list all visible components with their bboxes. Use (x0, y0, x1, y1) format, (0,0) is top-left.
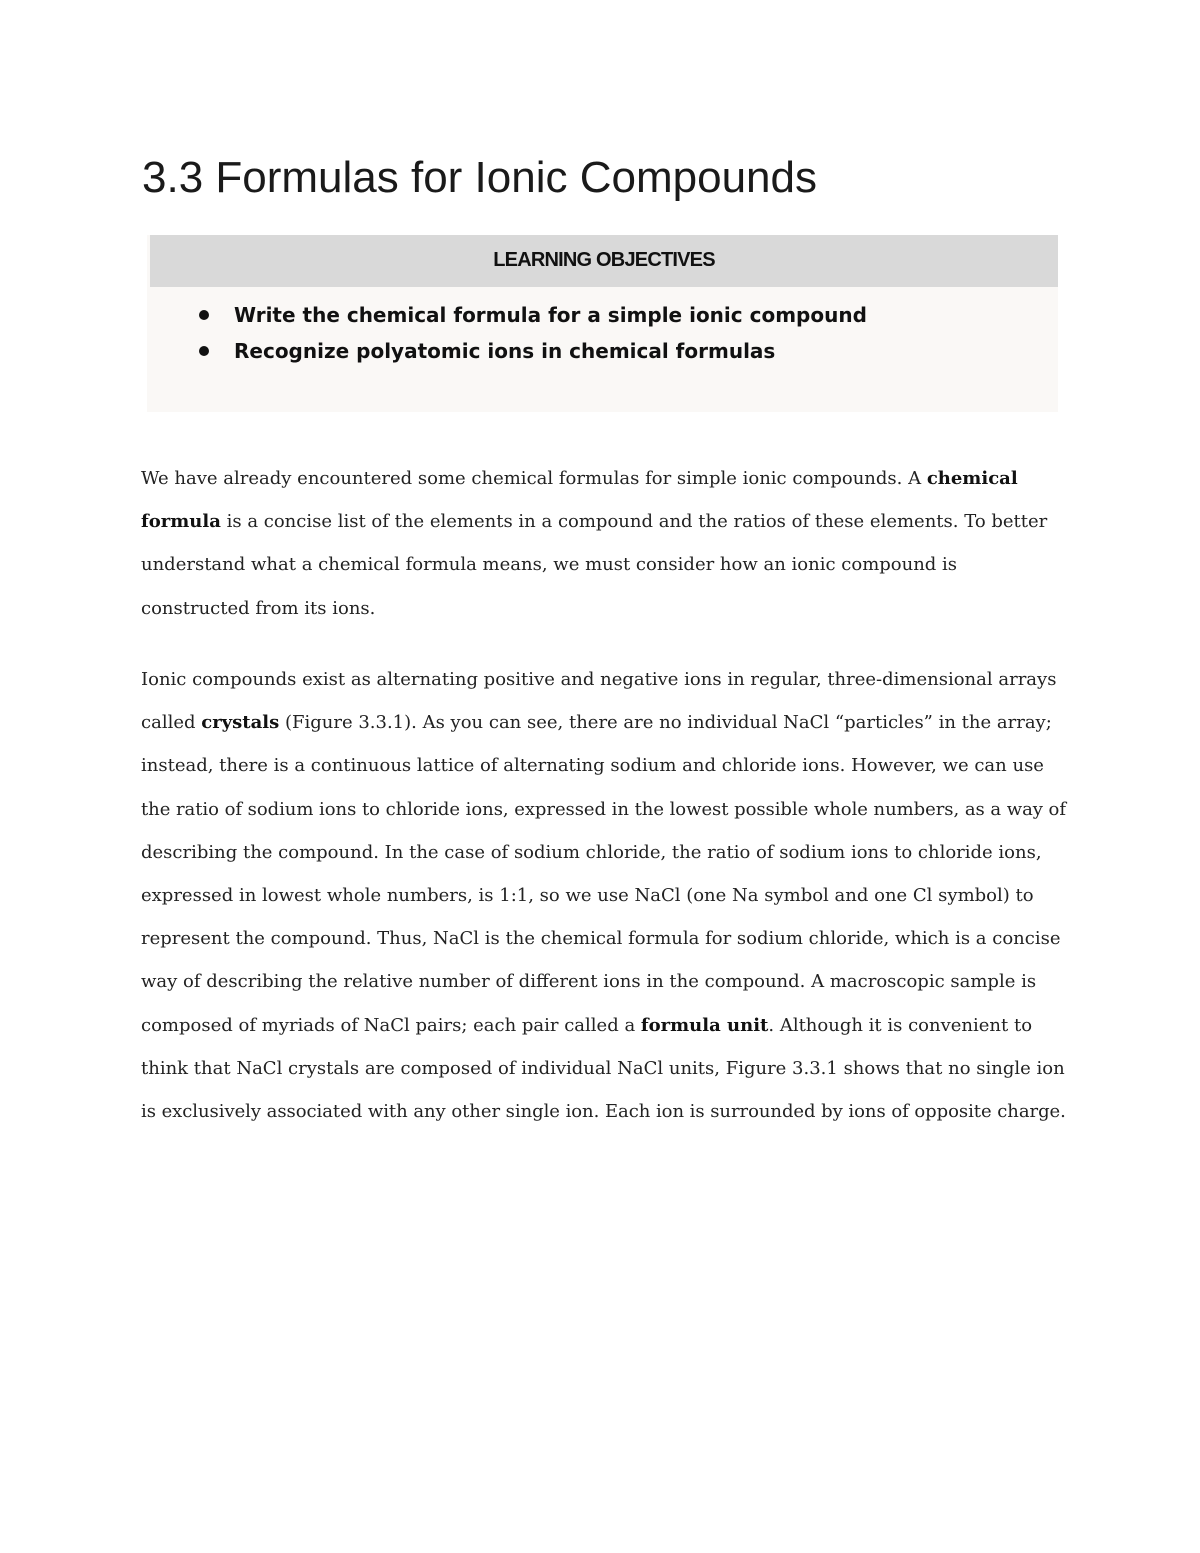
text-line (141, 701, 1066, 744)
bullet-icon (199, 310, 209, 320)
learning-objectives-header: LEARNING OBJECTIVES (150, 235, 1058, 287)
text-line (141, 1004, 1066, 1047)
text-line: understand what a chemical formula means, we must consider how an ionic compound is (141, 554, 958, 576)
objective-text: Recognize polyatomic ions in chemical formulas (234, 339, 776, 363)
text-line: Ionic compounds exist as alternating positive and negative ions in regular, three-dimensional arrays (141, 669, 1057, 690)
term-formula-unit: formula unit (640, 1014, 769, 1036)
text-line: instead, there is a continuous lattice of alternating sodium and chloride ions. However, we can use (141, 755, 1044, 777)
text-line (141, 457, 1066, 500)
term-crystals: crystals (201, 712, 280, 734)
learning-objectives-list (147, 297, 867, 369)
text-run: called (141, 712, 202, 734)
bullet-icon (199, 346, 209, 356)
page-title: 3.3 Formulas for Ionic Compounds (142, 153, 817, 202)
text-run: is a concise list of the elements in a compound and the ratios of these elements. To better (220, 511, 1048, 533)
text-line: constructed from its ions. (141, 597, 376, 619)
objective-item (147, 333, 867, 369)
paragraph-chemical-formula (141, 457, 1066, 630)
term-chemical-formula: chemical (926, 468, 1018, 489)
text-line: think that NaCl crystals are composed of individual NaCl units, Figure 3.3.1 shows that no single ion (141, 1057, 1065, 1079)
text-line: the ratio of sodium ions to chloride ions, expressed in the lowest possible whole numbers, as a way of (141, 798, 1066, 820)
term-chemical-formula: formula (141, 511, 221, 533)
text-run: We have already encountered some chemical formulas for simple ionic compounds. A (141, 468, 927, 489)
text-line: is exclusively associated with any other single ion. Each ion is surrounded by ions of opposite charge. (141, 1101, 1066, 1123)
text-run: composed of myriads of NaCl pairs; each pair called a (141, 1014, 641, 1036)
text-line (141, 500, 1066, 543)
text-line: describing the compound. In the case of sodium chloride, the ratio of sodium ions to chloride ions, (141, 841, 1042, 863)
text-run: . Although it is convenient to (768, 1014, 1033, 1036)
objective-text: Write the chemical formula for a simple ionic compound (234, 303, 867, 327)
text-line: represent the compound. Thus, NaCl is the chemical formula for sodium chloride, which is a concise (141, 928, 1061, 950)
text-line: expressed in lowest whole numbers, is 1:1, so we use NaCl (one Na symbol and one Cl symbol) to (141, 885, 1034, 907)
text-run: (Figure 3.3.1). As you can see, there are no individual NaCl “particles” in the array; (279, 712, 1052, 734)
text-line: way of describing the relative number of different ions in the compound. A macroscopic sample is (141, 971, 1037, 993)
paragraph-ionic-crystals (141, 658, 1066, 1133)
learning-objectives-box (147, 235, 1058, 412)
objective-item (147, 297, 867, 333)
